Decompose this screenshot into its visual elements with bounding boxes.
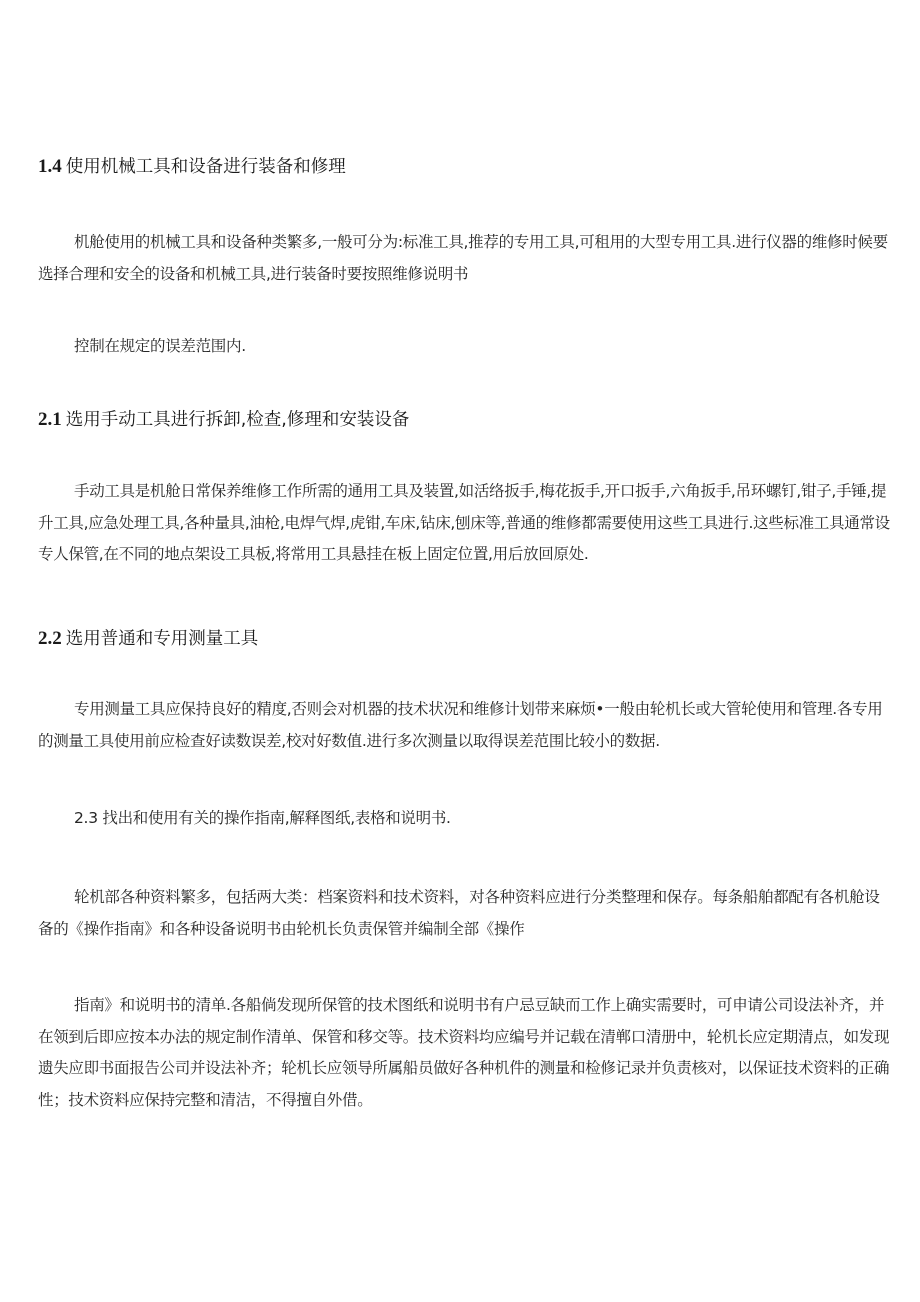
paragraph: 机舱使用的机械工具和设备种类繁多,一般可分为:标准工具,推荐的专用工具,可租用的大型专用工具.进行仪器的维修时候要选择合理和安全的设备和机械工具,进行装备时要按照维修说明书 bbox=[38, 233, 888, 283]
paragraph: 轮机部各种资料繁多，包括两大类：档案资料和技术资料，对各种资料应进行分类整理和保存。每条船舶都配有各机舱设备的《操作指南》和各种设备说明书由轮机长负责保管并编制全部《操作 bbox=[38, 888, 880, 938]
section-heading-2-2 bbox=[38, 627, 258, 651]
section-number: 1.4 bbox=[38, 156, 62, 177]
paragraph: 2.3 找出和使用有关的操作指南,解释图纸,表格和说明书. bbox=[74, 809, 451, 827]
section-title: 选用手动工具进行拆卸,检查,修理和安装设备 bbox=[65, 410, 410, 430]
paragraph: 手动工具是机舱日常保养维修工作所需的通用工具及装置,如活络扳手,梅花扳手,开口扳手,六角扳手,吊环螺钉,钳子,手锤,提升工具,应急处理工具,各种量具,油枪,电焊气焊,虎钳,车床,钻床,刨床等,普通的维修都需要使用这些工具进行.这些标准工具通常设专人保管,在不同的地点架设工具板,将常用工具悬挂在板上固定位置,用后放回原处. bbox=[38, 482, 890, 563]
paragraph: 指南》和说明书的清单.各船倘发现所保管的技术图纸和说明书有户忌豆缺而工作上确实需要时，可申请公司设法补齐，并在领到后即应按本办法的规定制作清单、保管和移交等。技术资料均应编号并记载在清郸口清册中，轮机长应定期清点，如发现遗失应即书面报告公司并设法补齐；轮机长应领导所属船员做好各种机件的测量和检修记录并负责核对，以保证技术资料的正确性；技术资料应保持完整和清洁，不得擅自外借。 bbox=[38, 996, 890, 1109]
paragraph: 控制在规定的误差范围内. bbox=[74, 337, 246, 355]
section-heading-2-1 bbox=[38, 408, 409, 432]
section-number: 2.1 bbox=[38, 409, 62, 430]
paragraph: 专用测量工具应保持良好的精度,否则会对机器的技术状况和维修计划带来麻烦•一般由轮机长或大管轮使用和管理.各专用的测量工具使用前应检查好读数误差,校对好数值.进行多次测量以取得误差范围比较小的数据. bbox=[38, 700, 883, 750]
section-title: 使用机械工具和设备进行装备和修理 bbox=[65, 157, 346, 177]
section-title: 选用普通和专用测量工具 bbox=[65, 629, 259, 649]
section-heading-1-4 bbox=[38, 155, 346, 179]
section-number: 2.2 bbox=[38, 628, 62, 649]
